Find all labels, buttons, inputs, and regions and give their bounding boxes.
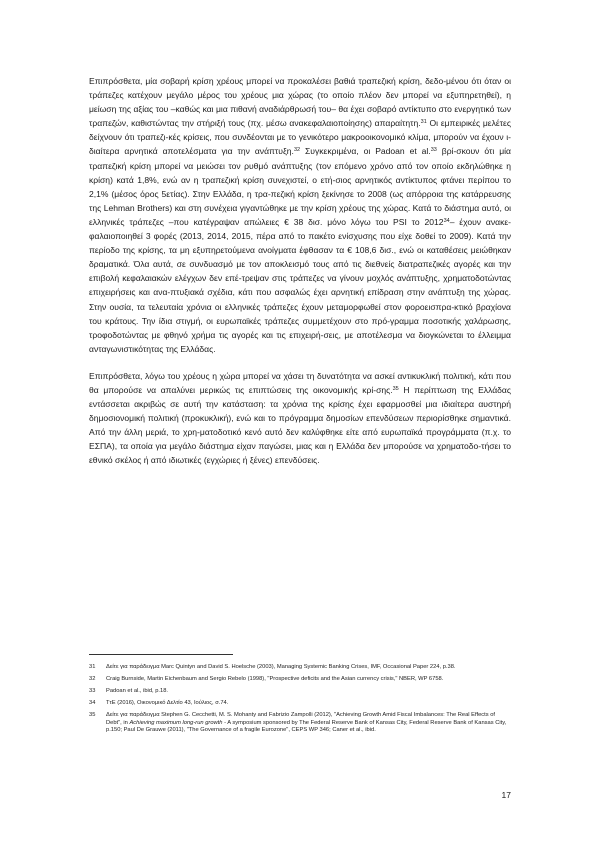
footnote-text [106,664,511,672]
footnote [89,688,511,696]
paragraph-text: Επιπρόσθετα, μία σοβαρή κρίση χρέους μπορεί να προκαλέσει βαθιά τραπεζική κρίση, δεδο-μένου ότι όταν οι τράπεζες κατέχουν μεγάλο μέρος του χρέους μια χώρας (το οποίο πλέον δεν μπορεί να εξυπηρετηθεί), η μείωση της αξίας του –καθώς και μια πιθανή αναδιάρθρωσή του– θα έχει σοβαρό αντίκτυπο στο ενεργητικό των τραπεζών, καθιστώντας την στήριξή τους (πχ. μέσω ανακεφαλαιοποίησης) απαραίτητη. [89,76,511,129]
footnote-text-part: Δείτε για παράδειγμα Marc Quintyn and David S. Hoelsche (2003), Managing Systemic Banking Crises, IMF, Occasional Paper 224, p.38. [106,664,456,670]
footnote-text-part: ΤτΕ (2016), Οικονομικό Δελτίο 43, Ιούλιος, σ.74. [106,699,229,706]
page-number: 17 [501,790,511,800]
paragraph-text: Επιπρόσθετα, λόγω του χρέους η χώρα μπορεί να χάσει τη δυνατότητα να ασκεί αντικυκλική πολιτική, κάτι που θα μπορούσε να απαλύνει μερικώς τις επιπτώσεις της οικονομικής κρί-σης. [89,370,511,395]
footnote-number: 35 [89,711,96,718]
footnote [89,664,511,672]
footnote-number: 32 [89,675,96,682]
footnote [89,712,511,735]
footnote-ref-34: 34 [443,217,450,224]
paragraph-text: Συγκεκριμένα, οι Padoan et al. [300,146,431,157]
footnote-ref-32: 32 [293,147,301,154]
paragraph-2 [89,369,511,468]
footnote-divider [89,654,233,655]
paragraph-text: βρί-σκουν ότι μία τραπεζική κρίση μπορεί να μειώσει τον ρυθμό ανάπτυξης (τον επόμενο χρόνο από τον οποίο εκδηλώθηκε η κρίση) κατά 1,8%, ενώ αν η τραπεζική κρίση συνεχιστεί, ο ετή-σιος αρνητικός αντίκτυπος φτάνει περίπου το 2,1% (μέσος όρος 5ετίας). Στην Ελλάδα, η τρα-πεζική κρίση ξεκίνησε το 2008 (ως απόρροια της κατάρρευσης της Lehman Brothers) και στη συνέχεια γιγαντώθηκε με την κρίση χρέους της χώρας. Κατά το διάστημα αυτό, οι ελληνικές τράπεζες –που κατέγραψαν απώλειες € 38 δισ. μόνο λόγω του PSI το 2012 [89,146,512,227]
footnote-number: 33 [89,687,96,694]
footnote-ref-35: 35 [392,385,399,392]
footnote-text-part: Δείτε για παράδειγμα Stephen G. Cecchetti, M. S. Mohanty and Fabrizio Zampolli (2012), "Achieving Growth Amid Fiscal Imbalances: The Real Effects of Debt", in [106,711,496,726]
footnotes [89,664,511,739]
footnote-number: 34 [89,699,96,706]
footnote-text-part: Craig Burnside, Martin Eichenbaum and Sergio Rebelo (1998), "Prospective deficits and the Asian currency crisis," NBER, WP 6758. [106,675,444,682]
footnote-ref-33: 33 [430,147,437,154]
paragraph-1 [89,74,511,356]
footnote-text-part: Padoan et al., ibid, p.18. [106,687,169,694]
footnote-number: 31 [89,664,96,670]
paragraph-text: Η περίπτωση της Ελλάδας εντάσσεται ακριβώς σε αυτή την κατάσταση: τα χρόνια της κρίσης έχει εφαρμοσθεί μια ιδιαίτερα αυστηρή δημοσιονομική πολιτική (προκυκλική), ενώ και το πρόγραμμα δημοσίων επενδύσεων περιορίσθηκε σημαντικά. Από την άλλη μεριά, το χρη-ματοδοτικό κενό αυτό δεν καλύφθηκε είτε από ευρωπαϊκά προγράμματα (π.χ. το ΕΣΠΑ), τα οποία για μεγάλο διάστημα είχαν παγώσει, μιας και η Ελλάδα δεν μπορούσε να χρηματοδο-τήσει το εθνικό σκέλος ή από ιδιωτικές (εγχώριες ή ξένες) επενδύσεις. [89,384,511,466]
footnote-italic-title: Achieving maximum long-run growth [129,719,223,726]
paragraph-text: Οι εμπειρικές μελέτες δείχνουν ότι τραπεζι-κές κρίσεις, που συνδέονται με το γενικότερο μακροοικονομικό κλίμα, μπορούν να έχουν ι-διαίτερα αρνητικά αποτελέσματα για την ανάπτυξη. [89,118,511,157]
body-text [89,74,511,481]
footnote-text [106,688,511,696]
footnote [89,700,511,708]
paragraph-text: – έχουν ανακε-φαλαιοποιηθεί 3 φορές (2013, 2014, 2015, πέρα από το πακέτο ενίσχυσης που είχε δοθεί το 2009). Κατά την περίοδο της κρίσης, τα μη εξυπηρετούμενα ανοίγματα έφθασαν τα € 108,6 δισ., ενώ οι καταθέσεις μειώθηκαν δραματικά. Όλα αυτά, σε συνδυασμό με τον αποκλεισμό τους από τις διεθνείς διατραπεζικές αγορές και την επιβολή κεφαλαιακών ελέγχων δεν επέ-τρεψαν στις τράπεζες να γίνουν μοχλός ανάπτυξης, χρηματοδοτώντας επιχειρήσεις και ανα-πτυξιακά σχέδια, κάτι που ασφαλώς έχει αρνητική επίδραση στην ανάπτυξη της χώρας. Στην ουσία, τα τελευταία χρόνια οι ελληνικές τράπεζες έχουν μεταμορφωθεί στον φοροεισπρα-κτικό βραχίονα του κράτους. Την ίδια στιγμή, οι ευρωπαϊκές τράπεζες συμμετέχουν στο πρό-γραμμα ποσοτικής χαλάρωσης, τροφοδοτώντας με φθηνό χρήμα τις αγορές και τις επιχειρή-σεις, με αποτέλεσμα να διογκώνεται το έλλειμμα ανταγωνιστικότητας της Ελλάδας. [89,216,512,354]
footnote-text [106,676,511,684]
footnote-text-part: - A symposium sponsored by The Federal Reserve Bank of Kansas City, Federal Reserve Bank of Kansas City, p.150; Paul De Grauwe (2011), "The Governance of a fragile Eurozone", CEPS WP 346; Caner et al., ibid. [106,719,507,734]
footnote [89,676,511,684]
footnote-text [106,700,511,708]
footnote-ref-31: 31 [420,119,427,126]
footnote-text [106,712,511,735]
